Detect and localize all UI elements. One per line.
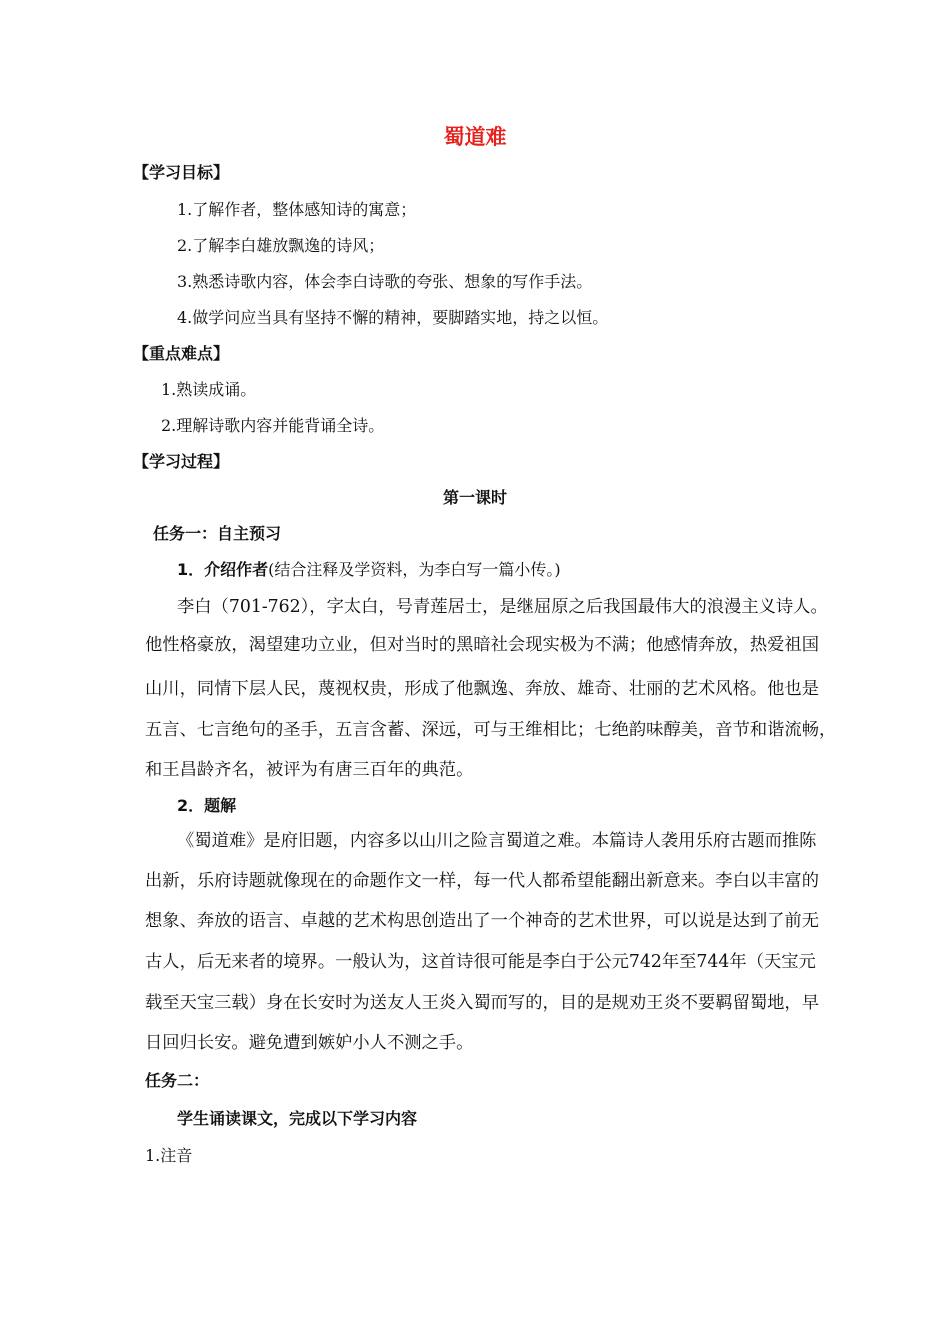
lesson-title: 第一课时 xyxy=(442,488,507,507)
paragraph-line: 山川，同情下层人民，蔑视权贵，形成了他飘逸、奔放、雄奇、壮丽的艺术风格。他也是 xyxy=(145,679,819,699)
paragraph-line: 《蜀道难》是府旧题，内容多以山川之险言蜀道之难。本篇诗人袭用乐府古题而推陈 xyxy=(177,831,817,851)
paragraph-line: 他性格豪放，渴望建功立业，但对当时的黑暗社会现实极为不满；他感情奔放，热爱祖国 xyxy=(145,635,819,655)
task1-item1-label: 1．介绍作者 xyxy=(177,560,269,579)
objective-item: 1.了解作者，整体感知诗的寓意； xyxy=(177,200,417,219)
paragraph-line: 五言、七言绝句的圣手，五言含蓄、深远，可与王维相比；七绝韵味醇美，音节和谐流畅， xyxy=(145,720,837,740)
paragraph-line: 日回归长安。避免遭到嫉妒小人不测之手。 xyxy=(145,1033,474,1053)
document-title: 蜀道难 xyxy=(443,125,507,149)
paragraph-line: 载至天宝三载）身在长安时为送友人王炎入蜀而写的，目的是规劝王炎不要羁留蜀地，早 xyxy=(145,993,819,1013)
key-point-item: 2.理解诗歌内容并能背诵全诗。 xyxy=(161,416,385,435)
paragraph-line: 李白（701-762），字太白，号青莲居士，是继屈原之后我国最伟大的浪漫主义诗人。 xyxy=(177,597,828,617)
objectives-heading: 【学习目标】 xyxy=(133,163,230,182)
task2-heading: 任务二： xyxy=(145,1071,210,1090)
task2-item1: 1.注音 xyxy=(145,1146,193,1165)
objective-item: 2.了解李白雄放飘逸的诗风； xyxy=(177,236,385,255)
task1-item1-note: (结合注释及学资料，为李白写一篇小传。) xyxy=(268,560,561,579)
task1-item2-label: 2．题解 xyxy=(177,796,237,815)
paragraph-line: 出新，乐府诗题就像现在的命题作文一样，每一代人都希望能翻出新意来。李白以丰富的 xyxy=(145,871,819,891)
paragraph-line: 想象、奔放的语言、卓越的艺术构思创造出了一个神奇的艺术世界，可以说是达到了前无 xyxy=(145,911,819,931)
paragraph-line: 和王昌龄齐名，被评为有唐三百年的典范。 xyxy=(145,760,474,780)
task1-item1 xyxy=(177,559,561,581)
objective-item: 4.做学问应当具有坚持不懈的精神，要脚踏实地，持之以恒。 xyxy=(177,308,609,327)
paragraph-line: 古人，后无来者的境界。一般认为，这首诗很可能是李白于公元742年至744年（天宝元 xyxy=(145,952,816,972)
key-points-heading: 【重点难点】 xyxy=(133,344,230,363)
task1-heading: 任务一：自主预习 xyxy=(153,524,282,543)
objective-item: 3.熟悉诗歌内容，体会李白诗歌的夸张、想象的写作手法。 xyxy=(177,272,593,291)
key-point-item: 1.熟读成诵。 xyxy=(161,380,257,399)
task2-subheading: 学生诵读课文，完成以下学习内容 xyxy=(177,1109,418,1128)
process-heading: 【学习过程】 xyxy=(133,452,230,471)
